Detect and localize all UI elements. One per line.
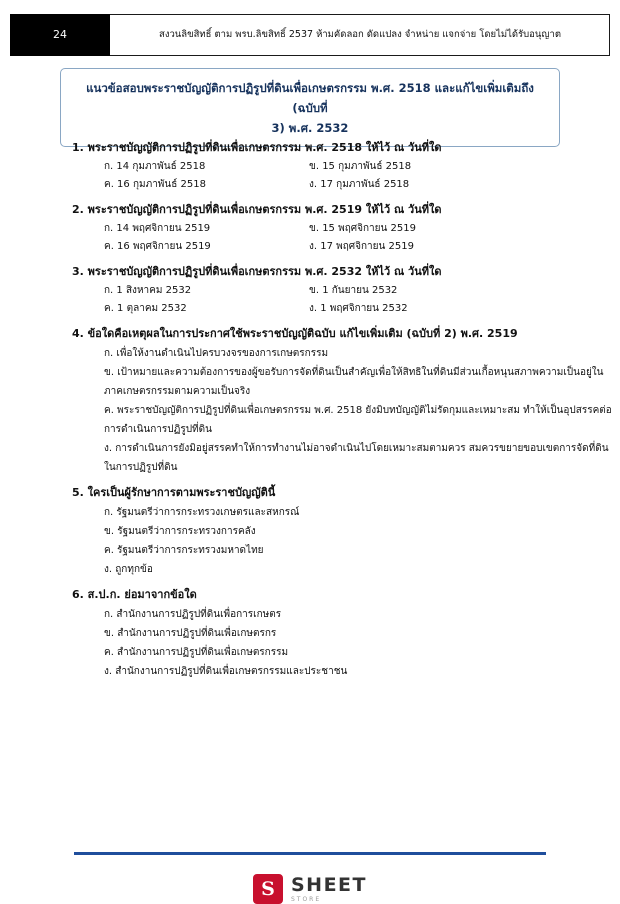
answer-choice[interactable]: ง. ถูกทุกข้อ xyxy=(104,564,153,575)
logo-mark-icon: S xyxy=(253,874,283,904)
answer-choice[interactable]: ค. 16 กุมภาพันธ์ 2518 xyxy=(104,179,206,190)
exam-title-line-2: 3) พ.ศ. 2532 xyxy=(271,121,349,135)
answer-choice[interactable]: ข. 1 กันยายน 2532 xyxy=(309,285,398,296)
question-text: 5. ใครเป็นผู้รักษาการตามพระราชบัญญัตินี้ xyxy=(72,486,276,499)
answer-choice[interactable]: ก. สำนักงานการปฏิรูปที่ดินเพื่อการเกษตร xyxy=(104,609,282,620)
logo-wordmark xyxy=(290,873,367,903)
answer-choice[interactable]: ข. 15 พฤศจิกายน 2519 xyxy=(309,223,416,234)
answer-choice[interactable]: ข. สำนักงานการปฏิรูปที่ดินเพื่อเกษตรกร xyxy=(104,628,277,639)
answer-choice[interactable]: ก. 1 สิงหาคม 2532 xyxy=(104,285,192,296)
answer-choice[interactable]: ก. 14 กุมภาพันธ์ 2518 xyxy=(104,161,206,172)
logo-subtitle: STORE xyxy=(290,895,322,903)
answer-choice[interactable]: ก. รัฐมนตรีว่าการกระทรวงเกษตรและสหกรณ์ xyxy=(104,507,300,518)
choice-group xyxy=(0,158,620,194)
page-header xyxy=(0,14,620,56)
answer-choice[interactable]: ค. 1 ตุลาคม 2532 xyxy=(104,303,187,314)
question-text: 1. พระราชบัญญัติการปฏิรูปที่ดินเพื่อเกษตรกรรม พ.ศ. 2518 ให้ไว้ ณ วันที่ใด xyxy=(72,141,442,154)
answer-choice[interactable]: ง. สำนักงานการปฏิรูปที่ดินเพื่อเกษตรกรรมและประชาชน xyxy=(104,666,348,677)
answer-choice[interactable]: ก. 14 พฤศจิกายน 2519 xyxy=(104,223,211,234)
exam-title-line-1: แนวข้อสอบพระราชบัญญัติการปฏิรูปที่ดินเพื่อเกษตรกรรม พ.ศ. 2518 และแก้ไขเพิ่มเติมถึง (ฉบับที่ xyxy=(86,81,534,115)
copyright-notice: สงวนลิขสิทธิ์ ตาม พรบ.ลิขสิทธิ์ 2537 ห้ามคัดลอก ดัดแปลง จำหน่าย แจกจ่าย โดยไม่ได้รับอนุญาต xyxy=(159,29,561,40)
answer-choice[interactable]: ง. 17 กุมภาพันธ์ 2518 xyxy=(309,179,410,190)
brand-logo xyxy=(0,874,620,904)
logo-title: SHEET xyxy=(290,873,367,896)
answer-choice[interactable]: ง. 1 พฤศจิกายน 2532 xyxy=(309,303,408,314)
question-text: 6. ส.ป.ก. ย่อมาจากข้อใด xyxy=(72,588,197,601)
choice-group xyxy=(0,344,620,477)
choice-group xyxy=(0,503,620,579)
answer-choice[interactable]: ค. 16 พฤศจิกายน 2519 xyxy=(104,241,211,252)
answer-choice[interactable]: ง. 17 พฤศจิกายน 2519 xyxy=(309,241,414,252)
footer-divider xyxy=(74,852,546,855)
questions-container xyxy=(0,132,620,681)
question-text: 3. พระราชบัญญัติการปฏิรูปที่ดินเพื่อเกษตรกรรม พ.ศ. 2532 ให้ไว้ ณ วันที่ใด xyxy=(72,265,442,278)
choice-group xyxy=(0,605,620,681)
page-number: 24 xyxy=(53,28,67,41)
answer-choice[interactable]: ค. รัฐมนตรีว่าการกระทรวงมหาดไทย xyxy=(104,545,264,556)
question-text: 4. ข้อใดคือเหตุผลในการประกาศใช้พระราชบัญญัติฉบับ แก้ไขเพิ่มเติม (ฉบับที่ 2) พ.ศ. 2519 xyxy=(72,327,518,340)
question-text: 2. พระราชบัญญัติการปฏิรูปที่ดินเพื่อเกษตรกรรม พ.ศ. 2519 ให้ไว้ ณ วันที่ใด xyxy=(72,203,442,216)
choice-group xyxy=(0,220,620,256)
answer-choice[interactable]: ค. พระราชบัญญัติการปฏิรูปที่ดินเพื่อเกษตรกรรม พ.ศ. 2518 ยังมิบทบัญญัติไม่รัดกุมและเหมาะสม ทำให้เป็นอุปสรรคต่อการดำเนินการปฏิรูปที่ดิน xyxy=(104,405,612,435)
answer-choice[interactable]: ข. 15 กุมภาพันธ์ 2518 xyxy=(309,161,412,172)
answer-choice[interactable]: ก. เพื่อให้งานดำเนินไปครบวงจรของการเกษตรกรรม xyxy=(104,348,329,359)
answer-choice[interactable]: ค. สำนักงานการปฏิรูปที่ดินเพื่อเกษตรกรรม xyxy=(104,647,289,658)
answer-choice[interactable]: ข. เป้าหมายและความต้องการของผู้ขอรับการจัดที่ดินเป็นสำคัญเพื่อให้สิทธิในที่ดินมีส่วนเกื้อหนุนสภาพความเป็นอยู่ในภาคเกษตรกรรมตามความเป็นจริง xyxy=(104,367,604,397)
answer-choice[interactable]: ข. รัฐมนตรีว่าการกระทรวงการคลัง xyxy=(104,526,256,537)
answer-choice[interactable]: ง. การดำเนินการยังมิอยู่สรรคทำให้การทำงานไม่อาจดำเนินไปโดยเหมาะสมตามควร สมควรขยายขอบเขตการจัดที่ดินในการปฏิรูปที่ดิน xyxy=(104,443,609,473)
choice-group xyxy=(0,282,620,318)
